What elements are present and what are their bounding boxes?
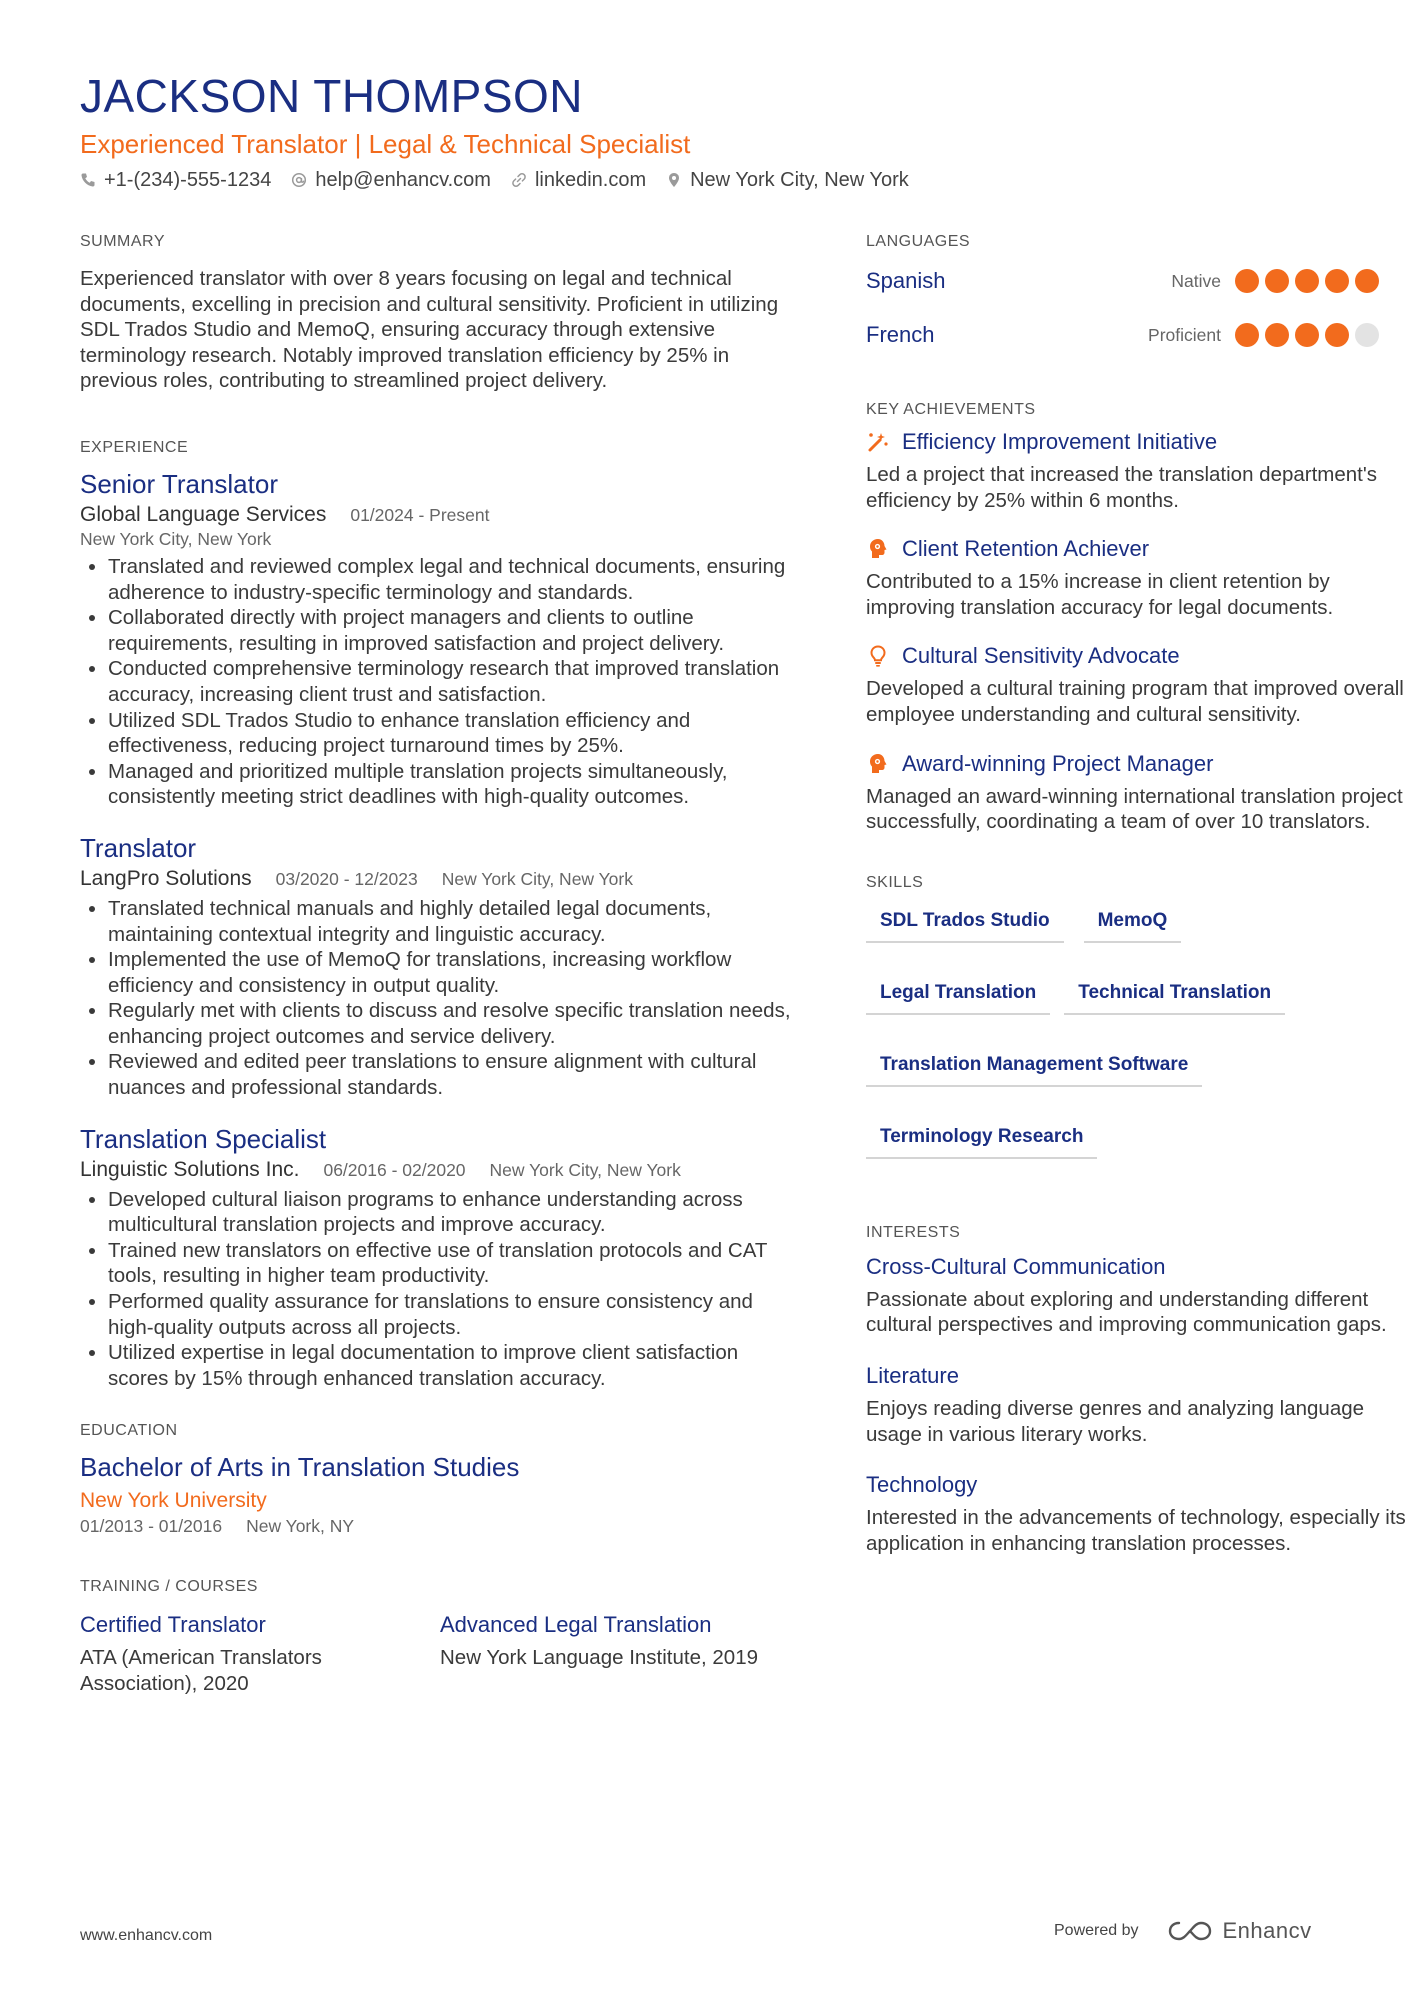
experience-company: LangPro Solutions (80, 866, 252, 890)
achievement-desc: Managed an award-winning international translation project successfully, coordinating a team of over 10 translators. (866, 784, 1403, 834)
contact-email[interactable] (291, 167, 491, 193)
training-title: TRAINING / COURSES (80, 1578, 258, 1596)
experience-bullet: • Trained new translators on effective use of translation protocols and CAT tools, resulting in higher team productivity. (108, 1238, 800, 1289)
achievement-item (866, 750, 1410, 835)
contact-email-text: help@enhancv.com (315, 169, 491, 191)
interest-desc: Enjoys reading diverse genres and analyzing language usage in various literary works. (866, 1396, 1365, 1446)
experience-bullet: • Translated and reviewed complex legal and technical documents, ensuring adherence to industry-specific terminology and standards. (108, 554, 800, 605)
experience-role: Translation Specialist (80, 1123, 327, 1154)
rating-dot-filled (1325, 323, 1349, 347)
experience-bullet: • Utilized SDL Trados Studio to enhance translation efficiency and effectiveness, reducing project turnaround times by 25%. (108, 708, 800, 759)
experience-bullet: • Regularly met with clients to discuss and resolve specific translation needs, enhancing project outcomes and service delivery. (108, 998, 800, 1049)
contact-linkedin[interactable] (511, 167, 646, 193)
experience-bullet: • Performed quality assurance for translations to ensure consistency and high-quality outputs across all projects. (108, 1289, 800, 1340)
achievement-item (866, 535, 1410, 620)
skill-tag: Translation Management Software (866, 1047, 1202, 1087)
summary-text: Experienced translator with over 8 years focusing on legal and technical documents, excelling in precision and cultural sensitivity. Proficient in utilizing SDL Trados Studio and MemoQ, ensuring accuracy through extensive terminology research. Notably improved translation efficiency by 25% in previous roles, contributing to streamlined project delivery. (80, 267, 779, 393)
experience-title: EXPERIENCE (80, 438, 189, 456)
right-column (866, 232, 1410, 1580)
lightbulb-icon (866, 644, 890, 668)
experience-company-row (80, 502, 800, 528)
rating-dot-empty (1355, 323, 1379, 347)
achievements-title: KEY ACHIEVEMENTS (866, 401, 1036, 418)
rating-dot-filled (1235, 269, 1259, 293)
achievement-desc: Led a project that increased the translation department's efficiency by 25% within 6 months. (866, 463, 1378, 512)
experience-location: New York City, New York (489, 1159, 681, 1180)
course-item (440, 1611, 800, 1696)
interests-section (866, 1223, 1410, 1557)
experience-dates: 03/2020 - 12/2023 (275, 868, 418, 889)
rating-dot-filled (1355, 269, 1379, 293)
achievement-head (866, 750, 1410, 778)
language-rating (1235, 269, 1379, 293)
head-gear-icon (866, 537, 890, 561)
languages-title: LANGUAGES (866, 233, 971, 250)
experience-company: Linguistic Solutions Inc. (80, 1157, 300, 1181)
powered-by-label: Powered by (1054, 1922, 1139, 1939)
interest-desc: Interested in the advancements of technology, especially its application in enhancing translation processes. (866, 1506, 1406, 1555)
skill-tag: MemoQ (1084, 903, 1182, 943)
course-desc: ATA (American Translators Association), 2020 (80, 1646, 322, 1695)
experience-bullet: • Reviewed and edited peer translations to ensure alignment with cultural nuances and professional standards. (108, 1049, 800, 1100)
education-dates: 01/2013 - 01/2016 (80, 1516, 223, 1537)
phone-icon (80, 172, 96, 188)
language-level: Proficient (1148, 324, 1221, 345)
interests-title: INTERESTS (866, 1223, 961, 1241)
language-rating (1235, 323, 1379, 347)
footer-branding (1054, 1918, 1312, 1944)
experience-bullets (80, 896, 800, 1101)
experience-bullet: • Utilized expertise in legal documentation to improve client satisfaction scores by 15% through enhanced translation accuracy. (108, 1340, 800, 1391)
rating-dot-filled (1295, 323, 1319, 347)
summary-title: SUMMARY (80, 233, 165, 250)
skills-section (866, 873, 1410, 1159)
experience-dates: 06/2016 - 02/2020 (323, 1159, 466, 1180)
contact-location-text: New York City, New York (690, 169, 909, 191)
achievement-item (866, 428, 1410, 513)
experience-item (80, 1123, 800, 1392)
achievement-head (866, 642, 1410, 670)
experience-item (80, 832, 800, 1101)
contact-location (666, 167, 909, 193)
training-section (80, 1577, 800, 1696)
skills-title: SKILLS (866, 873, 924, 891)
achievement-desc: Developed a cultural training program that improved overall employee understanding and cultural sensitivity. (866, 677, 1404, 726)
brand-name: Enhancv (1222, 1918, 1312, 1943)
contact-phone-text: +1-(234)-555-1234 (104, 169, 272, 191)
interest-desc: Passionate about exploring and understanding different cultural perspectives and improving communication gaps. (866, 1287, 1387, 1337)
achievement-title: Efficiency Improvement Initiative (902, 429, 1218, 454)
experience-bullet: • Managed and prioritized multiple translation projects simultaneously, consistently meeting strict deadlines with high-quality outcomes. (108, 759, 800, 810)
experience-company-row (80, 866, 800, 892)
education-degree: Bachelor of Arts in Translation Studies (80, 1452, 520, 1483)
skill-tag: Technical Translation (1064, 975, 1285, 1015)
rating-dot-filled (1265, 323, 1289, 347)
rating-dot-filled (1265, 269, 1289, 293)
footer-website[interactable]: www.enhancv.com (80, 1927, 213, 1944)
language-item (866, 254, 1410, 308)
experience-location: New York City, New York (441, 868, 633, 889)
experience-company: Global Language Services (80, 502, 327, 526)
achievement-desc: Contributed to a 15% increase in client retention by improving translation accuracy for legal documents. (866, 570, 1334, 619)
interest-title: Technology (866, 1472, 978, 1498)
interest-item (866, 1362, 1410, 1447)
head-gear-icon (866, 752, 890, 776)
education-meta (80, 1515, 800, 1537)
rating-dot-filled (1235, 323, 1259, 347)
course-title: Certified Translator (80, 1612, 266, 1638)
summary-section (80, 232, 800, 394)
rating-dot-filled (1325, 269, 1349, 293)
experience-bullet: • Collaborated directly with project managers and clients to outline requirements, resulting in improved satisfaction and project delivery. (108, 605, 800, 656)
language-name: Spanish (866, 268, 946, 293)
achievement-item (866, 642, 1410, 727)
candidate-name: JACKSON THOMPSON (80, 70, 583, 122)
achievements-section (866, 400, 1410, 835)
experience-bullet: • Implemented the use of MemoQ for translations, increasing workflow efficiency and consistency in output quality. (108, 947, 800, 998)
experience-bullet: • Conducted comprehensive terminology research that improved translation accuracy, increasing client trust and satisfaction. (108, 656, 800, 707)
skill-tag: Legal Translation (866, 975, 1050, 1015)
experience-section (80, 438, 800, 1391)
enhancv-logo-icon (1167, 1919, 1213, 1943)
experience-company-row (80, 1157, 800, 1183)
achievement-title: Award-winning Project Manager (902, 750, 1214, 776)
education-title: EDUCATION (80, 1422, 178, 1440)
magic-wand-icon (866, 430, 890, 454)
skill-list (866, 903, 1410, 1159)
language-name: French (866, 322, 935, 347)
achievement-head (866, 428, 1410, 456)
contact-phone[interactable] (80, 167, 271, 193)
languages-section (866, 232, 1410, 362)
interest-title: Literature (866, 1362, 959, 1388)
candidate-headline: Experienced Translator | Legal & Technical Specialist (80, 129, 691, 159)
experience-bullet: • Translated technical manuals and highly detailed legal documents, maintaining contextual integrity and linguistic accuracy. (108, 896, 800, 947)
achievement-title: Client Retention Achiever (902, 536, 1150, 562)
experience-bullets (80, 1187, 800, 1392)
experience-bullet: • Developed cultural liaison programs to enhance understanding across multicultural translation projects and improve accuracy. (108, 1187, 800, 1238)
experience-item (80, 468, 800, 810)
interest-item (866, 1471, 1410, 1556)
experience-role: Translator (80, 832, 197, 863)
interest-item (866, 1253, 1410, 1338)
at-icon (291, 172, 307, 188)
achievement-title: Cultural Sensitivity Advocate (902, 643, 1180, 669)
interest-title: Cross-Cultural Communication (866, 1253, 1166, 1279)
experience-location: New York City, New York (80, 528, 272, 549)
contact-bar (80, 167, 909, 193)
contact-linkedin-text: linkedin.com (534, 169, 647, 191)
experience-bullets (80, 554, 800, 810)
course-list (80, 1611, 800, 1696)
language-item (866, 308, 1410, 362)
rating-dot-filled (1295, 269, 1319, 293)
location-icon (666, 172, 682, 188)
language-level: Native (1171, 270, 1221, 291)
course-desc: New York Language Institute, 2019 (440, 1646, 758, 1670)
skill-tag: SDL Trados Studio (866, 903, 1064, 943)
link-icon (511, 172, 527, 188)
brand-logo[interactable] (1167, 1918, 1312, 1944)
experience-role: Senior Translator (80, 468, 278, 499)
education-location: New York, NY (246, 1516, 355, 1537)
left-column (80, 232, 800, 1697)
course-item (80, 1611, 440, 1696)
course-title: Advanced Legal Translation (440, 1612, 712, 1638)
experience-dates: 01/2024 - Present (350, 504, 490, 525)
skill-tag: Terminology Research (866, 1119, 1097, 1159)
education-school: New York University (80, 1489, 267, 1513)
resume-page (80, 0, 1406, 1995)
education-section (80, 1421, 800, 1537)
achievement-head (866, 535, 1410, 563)
